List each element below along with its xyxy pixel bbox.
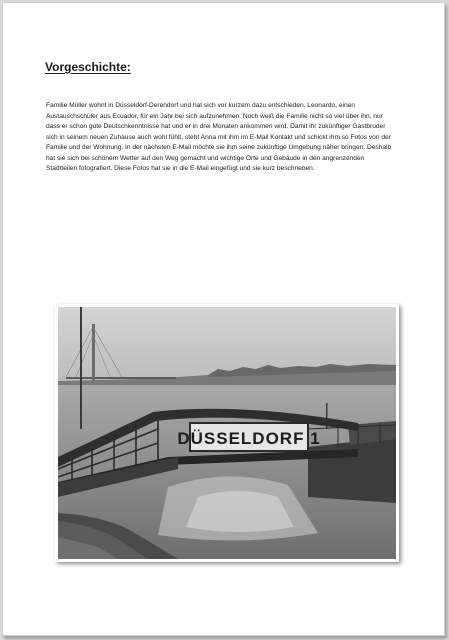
- photo-illustration: [58, 307, 396, 559]
- rhine-pier-photo: [55, 304, 399, 562]
- intro-paragraph: Familie Müller wohnt in Düsseldorf-Derendorf und hat sich vor kurzem dazu entschieden, Leonardo, einen Austauschschüler aus Ecuador, für ein Jahr bei sich aufzunehmen. Noch weiß die Familie nicht so viel über ihn, nur dass er schon gute Deutschkenntnisse hat und er in drei Monaten ankommen wird. Damit ihr zukünftiger Gastbruder sich in seinem neuen Zuhause auch wohl fühlt, steht Anna mit ihm im E-Mail Kontakt und schickt ihm so Fotos von der Familie und der Wohnung. In der nächsten E-Mail möchte sie ihm seine zukünftige Umgebung näher bringen. Deshalb hat sie sich bei schönem Wetter auf den Weg gemacht und wichtige Orte und Gebäude in den angrenzenden Stadtteilen fotografiert. Diese Fotos hat sie in die E-Mail eingefügt und sie kurz beschrieben.: [46, 102, 392, 172]
- section-heading: Vorgeschichte:: [45, 60, 131, 74]
- sign-text: DÜSSELDORF 1: [177, 429, 321, 448]
- document-page: [2, 2, 445, 636]
